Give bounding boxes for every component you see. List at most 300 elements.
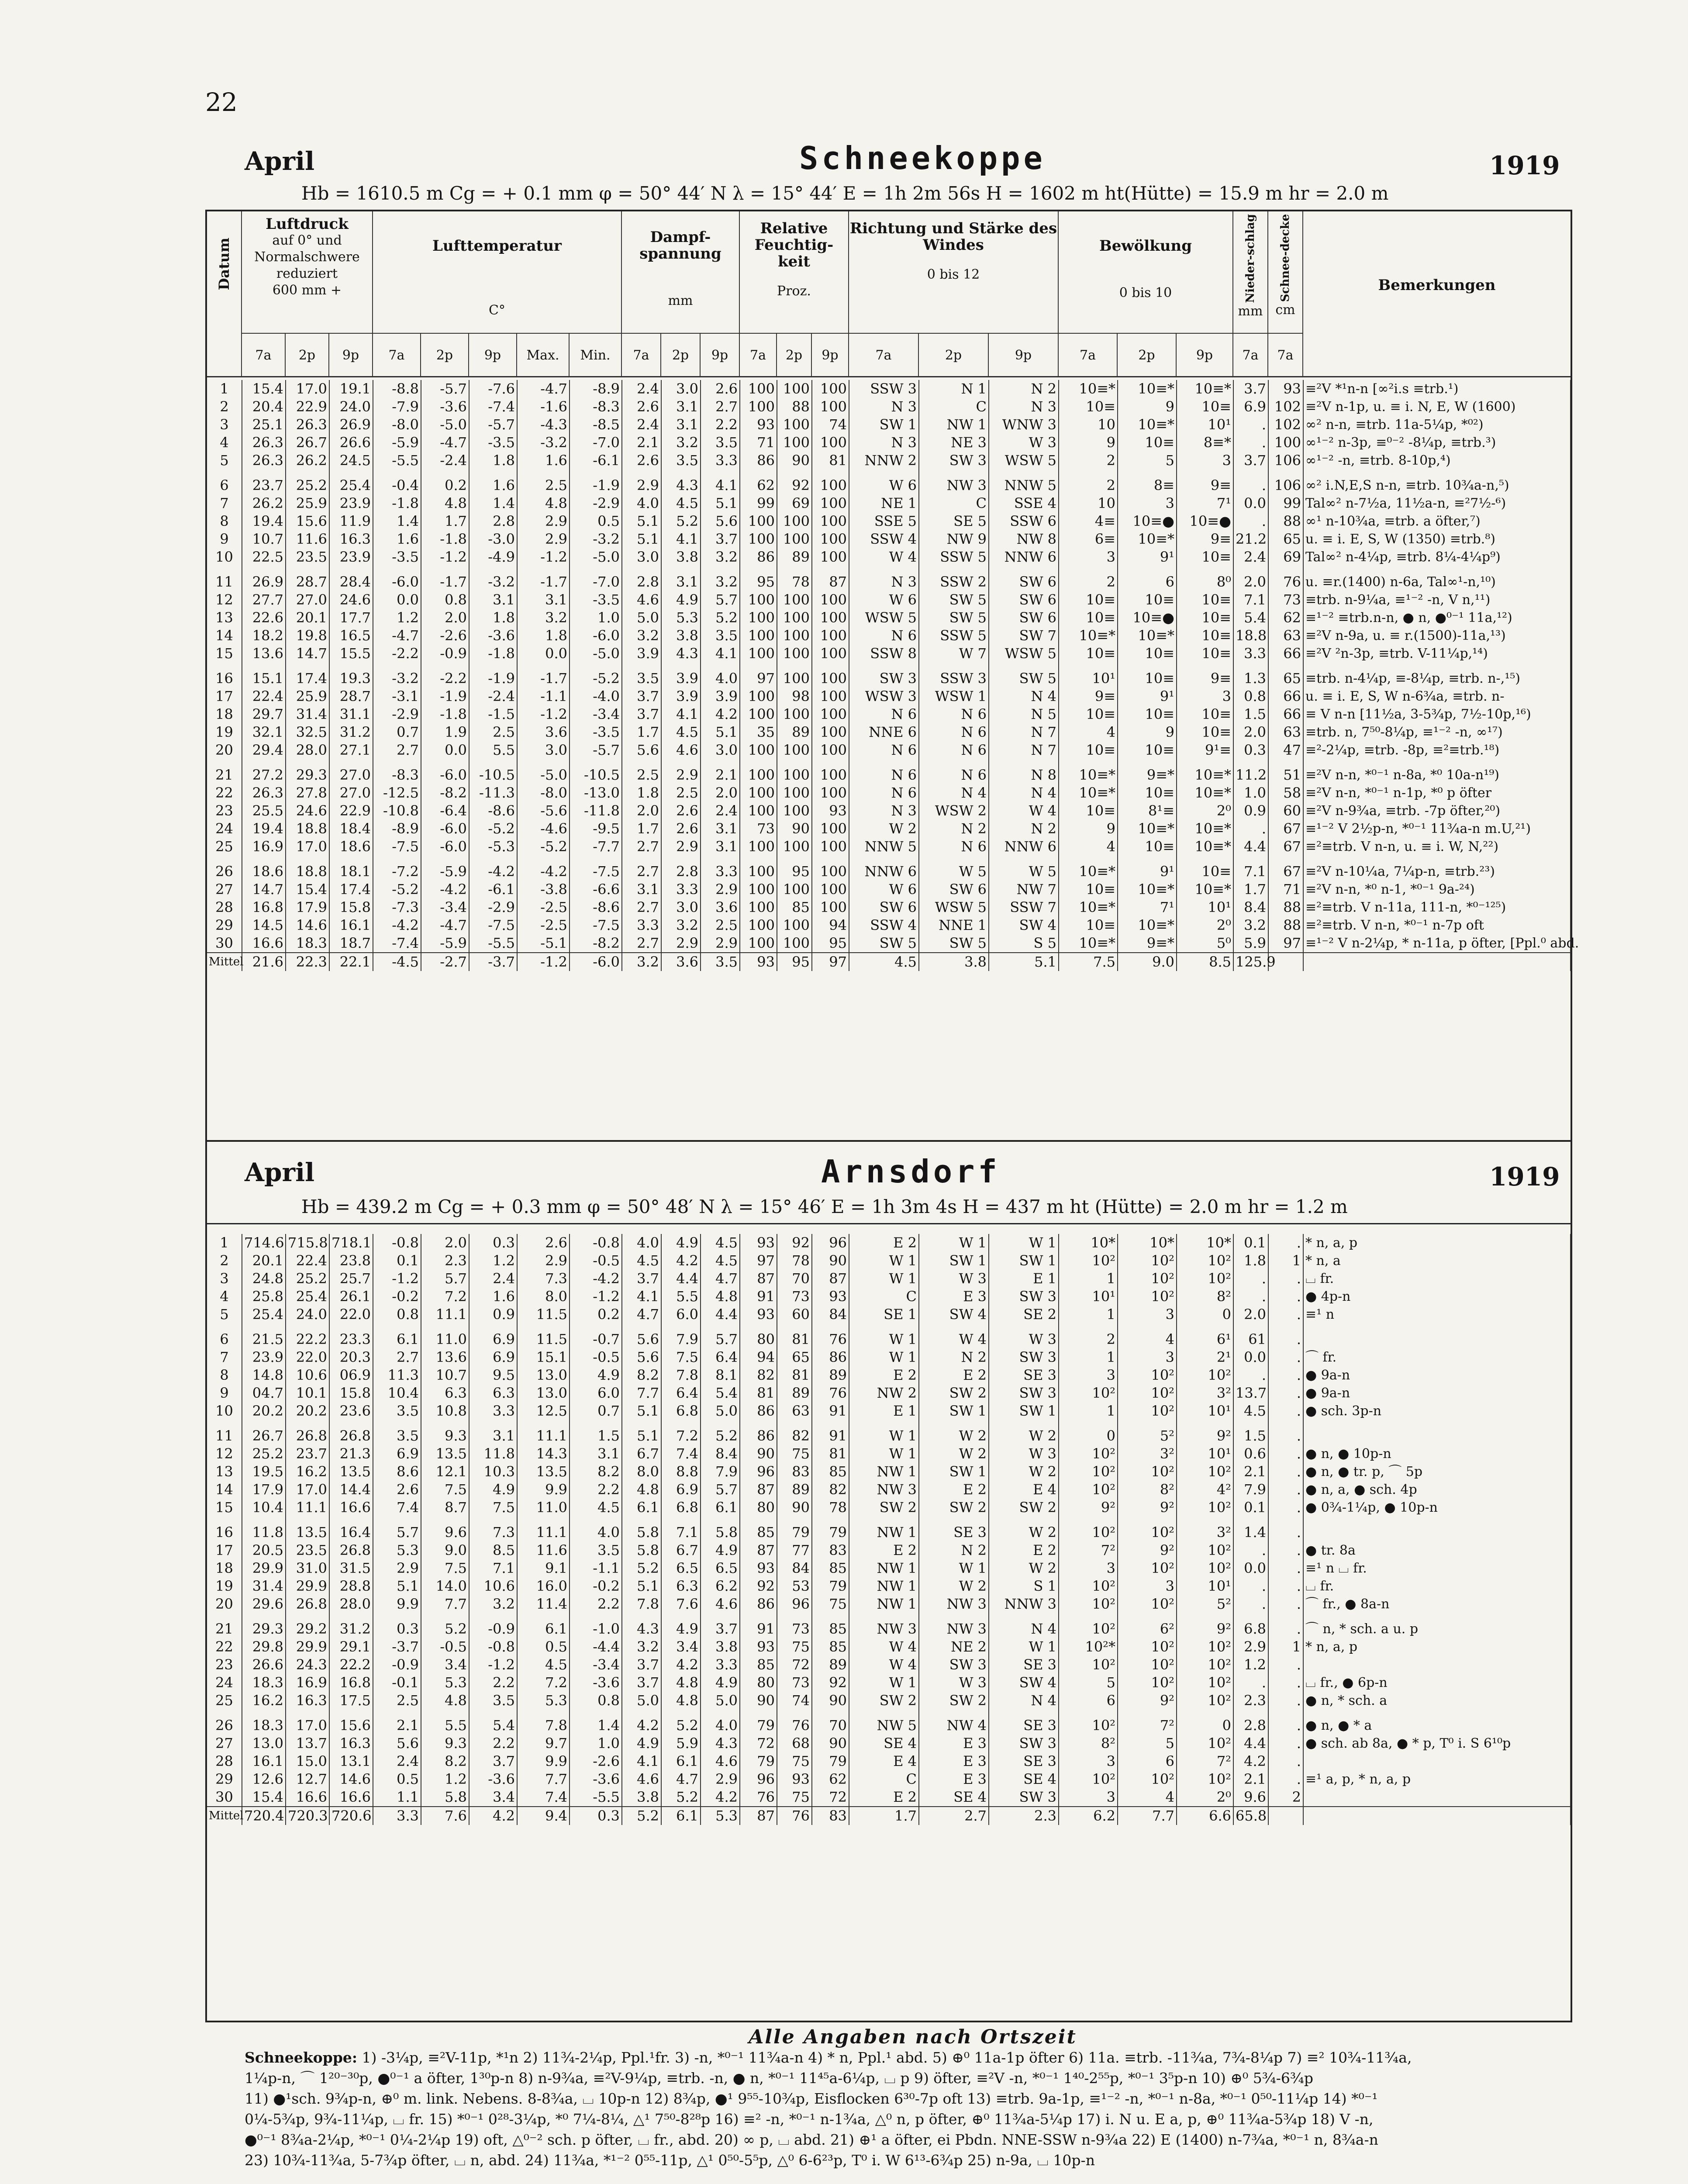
- data-cell: 1.2: [373, 609, 421, 627]
- data-cell: 100: [812, 670, 849, 688]
- header-n-7a: 7a: [1233, 334, 1268, 377]
- data-cell: 93: [740, 1638, 777, 1656]
- data-cell: N 8: [989, 766, 1059, 784]
- data-cell: 27.0: [329, 784, 373, 802]
- data-cell: 3: [1059, 1788, 1118, 1807]
- data-cell: -5.9: [373, 434, 421, 452]
- data-cell: 3.7: [622, 1656, 661, 1674]
- data-cell: 66: [1268, 705, 1303, 723]
- data-cell: 9¹: [1118, 688, 1177, 705]
- data-cell: 5.2: [661, 1717, 701, 1735]
- data-cell: 88: [1268, 512, 1303, 530]
- data-cell: SE 4: [849, 1735, 919, 1752]
- data-cell: 63: [777, 1402, 812, 1420]
- data-cell: .: [1233, 1366, 1268, 1384]
- data-cell: N 6: [919, 723, 989, 741]
- data-cell: -5.5: [373, 452, 421, 470]
- data-cell: W 5: [989, 863, 1059, 881]
- data-cell: 10≡*: [1059, 934, 1118, 953]
- data-cell: 1.4: [1233, 1524, 1268, 1541]
- data-cell: -3.5: [373, 548, 421, 566]
- data-cell: -4.7: [421, 434, 469, 452]
- data-cell: 3.3: [701, 863, 740, 881]
- data-cell: W 1: [849, 1270, 919, 1288]
- data-cell: C: [919, 494, 989, 512]
- data-cell: -1.9: [570, 477, 622, 494]
- data-cell: 9: [1118, 723, 1177, 741]
- table-row: [207, 1366, 1571, 1384]
- data-cell: 89: [777, 548, 812, 566]
- data-cell: 10¹: [1177, 416, 1233, 434]
- data-cell: 6.7: [622, 1445, 661, 1463]
- data-cell: 10≡: [1177, 863, 1233, 881]
- data-cell: 7.7: [622, 1384, 661, 1402]
- data-cell: 2.2: [469, 1735, 517, 1752]
- day-cell: 5: [207, 452, 242, 470]
- data-cell: 10²: [1177, 1541, 1233, 1559]
- data-cell: 4.8: [421, 494, 469, 512]
- data-cell: 10≡*: [1177, 784, 1233, 802]
- remarks-cell: * n, a, p: [1303, 1234, 1571, 1252]
- data-cell: 5.6: [701, 512, 740, 530]
- data-cell: 2.4: [622, 380, 661, 398]
- header-relative-feuchtigkeit: Relative Feuchtig-keit Proz.: [740, 211, 849, 334]
- data-cell: 3.2: [622, 1638, 661, 1656]
- data-cell: 0: [1177, 1306, 1233, 1324]
- data-cell: 4.3: [661, 477, 701, 494]
- data-cell: 29.9: [242, 1559, 286, 1577]
- data-cell: NW 3: [849, 1481, 919, 1499]
- data-cell: 100: [777, 530, 812, 548]
- data-cell: 31.5: [329, 1559, 373, 1577]
- data-cell: 28.0: [329, 1595, 373, 1613]
- data-cell: 3.5: [622, 670, 661, 688]
- data-cell: 10.1: [286, 1384, 329, 1402]
- data-cell: 4.2: [701, 1788, 740, 1807]
- data-cell: N 4: [989, 688, 1059, 705]
- remarks-cell: [1303, 1524, 1571, 1541]
- data-cell: 2.9: [661, 766, 701, 784]
- data-cell: 5.8: [622, 1524, 661, 1541]
- data-cell: 79: [812, 1577, 849, 1595]
- data-cell: W 5: [919, 863, 989, 881]
- mean-cell: 3.3: [373, 1807, 421, 1825]
- data-cell: 10²: [1059, 1524, 1118, 1541]
- data-cell: -8.3: [570, 398, 622, 416]
- data-cell: SSW 4: [849, 530, 919, 548]
- data-cell: 5.1: [373, 1577, 421, 1595]
- data-cell: 1.2: [469, 1252, 517, 1270]
- data-cell: 76: [812, 1330, 849, 1348]
- data-cell: 10≡: [1177, 723, 1233, 741]
- mean-cell: 6.2: [1059, 1807, 1118, 1825]
- data-cell: .: [1233, 820, 1268, 838]
- data-cell: 1.8: [469, 452, 517, 470]
- data-cell: NW 1: [849, 1559, 919, 1577]
- data-cell: .: [1233, 512, 1268, 530]
- data-cell: 10²: [1177, 1692, 1233, 1710]
- table-row: [207, 1234, 1571, 1252]
- data-cell: 2.7: [622, 898, 661, 916]
- data-cell: 75: [777, 1752, 812, 1770]
- data-cell: 82: [812, 1481, 849, 1499]
- data-cell: 10≡*: [1059, 898, 1118, 916]
- data-cell: -2.9: [570, 494, 622, 512]
- data-cell: 12.1: [421, 1463, 469, 1481]
- row-gap: [207, 1324, 1571, 1330]
- arnsdorf-month: April: [245, 1158, 315, 1187]
- data-cell: .: [1268, 1481, 1303, 1499]
- data-cell: 26.6: [329, 434, 373, 452]
- data-cell: .: [1233, 1674, 1268, 1692]
- table-row: [207, 548, 1571, 566]
- data-cell: -1.2: [373, 1270, 421, 1288]
- data-cell: SW 1: [919, 1402, 989, 1420]
- data-cell: -5.0: [421, 416, 469, 434]
- row-gap: [207, 1517, 1571, 1524]
- row-gap: [207, 759, 1571, 766]
- data-cell: 90: [740, 1692, 777, 1710]
- data-cell: 74: [812, 416, 849, 434]
- data-cell: 3.0: [661, 898, 701, 916]
- day-cell: 4: [207, 1288, 242, 1306]
- data-cell: 15.4: [242, 380, 286, 398]
- data-cell: W 4: [989, 802, 1059, 820]
- data-cell: 1.5: [1233, 705, 1268, 723]
- data-cell: 2⁰: [1177, 802, 1233, 820]
- mean-cell: 6.6: [1177, 1807, 1233, 1825]
- data-cell: 2.1: [701, 766, 740, 784]
- data-cell: 10≡: [1118, 591, 1177, 609]
- data-cell: WSW 5: [989, 645, 1059, 663]
- data-cell: 14.7: [286, 645, 329, 663]
- empty-cell: [1268, 1807, 1303, 1825]
- data-cell: -6.0: [421, 820, 469, 838]
- data-cell: 100: [740, 916, 777, 934]
- data-cell: 10≡*: [1059, 380, 1118, 398]
- data-cell: 92: [777, 477, 812, 494]
- data-cell: 4: [1118, 1788, 1177, 1807]
- data-cell: .: [1233, 477, 1268, 494]
- data-cell: 78: [812, 1499, 849, 1517]
- data-cell: 15.6: [329, 1717, 373, 1735]
- data-cell: 17.9: [286, 898, 329, 916]
- data-cell: 0.2: [570, 1306, 622, 1324]
- data-cell: W 1: [919, 1559, 989, 1577]
- data-cell: 13.7: [286, 1735, 329, 1752]
- data-cell: 7.7: [517, 1770, 570, 1788]
- data-cell: -2.4: [421, 452, 469, 470]
- day-cell: 30: [207, 1788, 242, 1807]
- data-cell: 10²: [1118, 1674, 1177, 1692]
- table-row: [207, 1270, 1571, 1288]
- table-row: [207, 934, 1571, 953]
- data-cell: 4.5: [701, 1234, 740, 1252]
- data-cell: .: [1268, 1499, 1303, 1517]
- header-t-min: Min.: [570, 334, 622, 377]
- table-row: [207, 1524, 1571, 1541]
- table-row: [207, 434, 1571, 452]
- data-cell: .: [1233, 1288, 1268, 1306]
- data-cell: 10≡: [1118, 434, 1177, 452]
- data-cell: W 4: [849, 1638, 919, 1656]
- data-cell: 31.2: [329, 1620, 373, 1638]
- data-cell: 14.6: [286, 916, 329, 934]
- data-cell: 5.2: [661, 512, 701, 530]
- day-cell: 24: [207, 1674, 242, 1692]
- data-cell: -0.8: [469, 1638, 517, 1656]
- data-cell: 10²: [1177, 1656, 1233, 1674]
- data-cell: 100: [777, 741, 812, 759]
- data-cell: 62: [812, 1770, 849, 1788]
- data-cell: W 1: [989, 1638, 1059, 1656]
- data-cell: 29.7: [242, 705, 286, 723]
- data-cell: 3: [1118, 1577, 1177, 1595]
- data-cell: 16.8: [242, 898, 286, 916]
- data-cell: 2.2: [701, 416, 740, 434]
- data-cell: 100: [812, 863, 849, 881]
- data-cell: 10≡*: [1059, 784, 1118, 802]
- data-cell: -3.2: [517, 434, 570, 452]
- data-cell: -0.5: [570, 1252, 622, 1270]
- data-cell: 22.5: [242, 548, 286, 566]
- data-cell: W 3: [919, 1270, 989, 1288]
- data-cell: NE 2: [919, 1638, 989, 1656]
- day-cell: 25: [207, 838, 242, 856]
- table-row: [207, 398, 1571, 416]
- data-cell: 65: [1268, 530, 1303, 548]
- data-cell: 10²*: [1059, 1638, 1118, 1656]
- data-cell: 85: [740, 1524, 777, 1541]
- remarks-cell: u. ≡r.(1400) n-6a, Tal∞¹-n,¹⁰): [1303, 573, 1571, 591]
- data-cell: 10*: [1177, 1234, 1233, 1252]
- data-cell: N 3: [849, 434, 919, 452]
- data-cell: 2.9: [1233, 1638, 1268, 1656]
- table-row: [207, 670, 1571, 688]
- data-cell: 9.6: [421, 1524, 469, 1541]
- data-cell: 3.1: [469, 1427, 517, 1445]
- data-cell: 25.1: [242, 416, 286, 434]
- data-cell: 100: [812, 477, 849, 494]
- schneekoppe-data-table: [207, 380, 1579, 971]
- data-cell: C: [849, 1770, 919, 1788]
- remarks-cell: ● n, ● tr. p, ⌒ 5p: [1303, 1463, 1571, 1481]
- data-cell: 10*: [1118, 1234, 1177, 1252]
- data-cell: 5.2: [701, 609, 740, 627]
- data-cell: SW 3: [989, 1384, 1059, 1402]
- data-cell: 9²: [1118, 1499, 1177, 1517]
- data-cell: 5.8: [701, 1524, 740, 1541]
- data-cell: -8.0: [373, 416, 421, 434]
- data-cell: -4.7: [517, 380, 570, 398]
- table-row: [207, 723, 1571, 741]
- data-cell: 11.8: [469, 1445, 517, 1463]
- day-cell: 27: [207, 1735, 242, 1752]
- data-cell: 7.1: [1233, 591, 1268, 609]
- table-row: [207, 820, 1571, 838]
- data-cell: SW 4: [919, 1306, 989, 1324]
- data-cell: .: [1233, 416, 1268, 434]
- table-row: [207, 1674, 1571, 1692]
- data-cell: 100: [740, 741, 777, 759]
- data-cell: -2.2: [421, 670, 469, 688]
- data-cell: 86: [740, 548, 777, 566]
- data-cell: 6: [1118, 1752, 1177, 1770]
- data-cell: 10.4: [242, 1499, 286, 1517]
- schneekoppe-station-title: Schneekoppe: [799, 140, 1046, 176]
- data-cell: W 4: [849, 548, 919, 566]
- data-cell: 4.2: [1233, 1752, 1268, 1770]
- remarks-cell: ∞² n-n, ≡trb. 11a-5¼p, *⁰²): [1303, 416, 1571, 434]
- table-row: [207, 645, 1571, 663]
- data-cell: -9.5: [570, 820, 622, 838]
- data-cell: 1.7: [622, 723, 661, 741]
- data-cell: -7.5: [469, 916, 517, 934]
- data-cell: 97: [1268, 934, 1303, 953]
- remarks-cell: ● n, a, ● sch. 4p: [1303, 1481, 1571, 1499]
- data-cell: 2.9: [701, 934, 740, 953]
- remarks-cell: ≡²V n-1p, u. ≡ i. N, E, W (1600): [1303, 398, 1571, 416]
- data-cell: 2.0: [701, 784, 740, 802]
- data-cell: -2.2: [373, 645, 421, 663]
- data-cell: 62: [1268, 609, 1303, 627]
- data-cell: 1.8: [622, 784, 661, 802]
- data-cell: 2.3: [1233, 1692, 1268, 1710]
- data-cell: 4.3: [701, 1735, 740, 1752]
- data-cell: 72: [740, 1735, 777, 1752]
- data-cell: 6.9: [469, 1348, 517, 1366]
- data-cell: 18.8: [286, 863, 329, 881]
- data-cell: 9.6: [1233, 1788, 1268, 1807]
- data-cell: 96: [740, 1463, 777, 1481]
- data-cell: 26.2: [286, 452, 329, 470]
- data-cell: 69: [1268, 548, 1303, 566]
- data-cell: 10≡: [1177, 627, 1233, 645]
- data-cell: 13.7: [1233, 1384, 1268, 1402]
- data-cell: 714.6: [242, 1234, 286, 1252]
- remarks-cell: ⌴ fr., ● 6p-n: [1303, 1674, 1571, 1692]
- data-cell: 23.9: [329, 548, 373, 566]
- table-row: [207, 881, 1571, 898]
- data-cell: W 7: [919, 645, 989, 663]
- data-cell: -7.5: [373, 838, 421, 856]
- data-cell: 16.6: [329, 1788, 373, 1807]
- day-cell: 28: [207, 1752, 242, 1770]
- mean-cell: 95: [777, 953, 812, 971]
- data-cell: 5.3: [661, 609, 701, 627]
- data-cell: 5.4: [469, 1717, 517, 1735]
- data-cell: W 2: [989, 1427, 1059, 1445]
- data-cell: 4.0: [701, 1717, 740, 1735]
- mean-cell: -6.0: [570, 953, 622, 971]
- day-cell: 20: [207, 741, 242, 759]
- data-cell: 10²: [1118, 1656, 1177, 1674]
- data-cell: 5.8: [622, 1541, 661, 1559]
- data-cell: 1.6: [373, 530, 421, 548]
- data-cell: NE 3: [919, 434, 989, 452]
- data-cell: -0.8: [373, 1234, 421, 1252]
- data-cell: .: [1268, 1620, 1303, 1638]
- table-row: [207, 705, 1571, 723]
- data-cell: 25.4: [286, 1288, 329, 1306]
- data-cell: 8.2: [570, 1463, 622, 1481]
- data-cell: .: [1268, 1770, 1303, 1788]
- remarks-cell: ≡¹ a, p, * n, a, p: [1303, 1770, 1571, 1788]
- data-cell: 1.7: [1233, 881, 1268, 898]
- data-cell: 25.9: [286, 688, 329, 705]
- day-cell: 30: [207, 934, 242, 953]
- data-cell: 3.1: [661, 398, 701, 416]
- data-cell: E 3: [919, 1288, 989, 1306]
- remarks-cell: ∞¹⁻² -n, ≡trb. 8-10p,⁴): [1303, 452, 1571, 470]
- data-cell: 2: [1059, 452, 1118, 470]
- remarks-cell: ≡²≡trb. V n-n, *⁰⁻¹ n-7p oft: [1303, 916, 1571, 934]
- data-cell: 5.3: [373, 1541, 421, 1559]
- data-cell: 1.5: [1233, 1427, 1268, 1445]
- data-cell: 100: [812, 881, 849, 898]
- data-cell: 66: [1268, 688, 1303, 705]
- data-cell: 3.1: [469, 591, 517, 609]
- data-cell: 5.1: [622, 1427, 661, 1445]
- table-row: [207, 1541, 1571, 1559]
- data-cell: 1.4: [570, 1717, 622, 1735]
- day-cell: 20: [207, 1595, 242, 1613]
- data-cell: 1.6: [517, 452, 570, 470]
- data-cell: 86: [740, 1427, 777, 1445]
- remarks-cell: ≡¹⁻² V 2½p-n, *⁰⁻¹ 11¾a-n m.U,²¹): [1303, 820, 1571, 838]
- mean-cell: 1.7: [849, 1807, 919, 1825]
- data-cell: 7²: [1177, 1752, 1233, 1770]
- data-cell: 2.0: [421, 1234, 469, 1252]
- data-cell: -5.0: [570, 645, 622, 663]
- data-cell: -8.2: [570, 934, 622, 953]
- data-cell: 10¹: [1177, 1577, 1233, 1595]
- data-cell: 4.5: [701, 1252, 740, 1270]
- data-cell: 9.0: [421, 1541, 469, 1559]
- data-cell: -4.2: [570, 1270, 622, 1288]
- data-cell: -1.2: [570, 1288, 622, 1306]
- data-cell: 0.8: [373, 1306, 421, 1324]
- data-cell: 6²: [1118, 1620, 1177, 1638]
- data-cell: 16.2: [242, 1692, 286, 1710]
- data-cell: NW 8: [989, 530, 1059, 548]
- day-cell: 2: [207, 1252, 242, 1270]
- remarks-cell: [1303, 1788, 1571, 1807]
- data-cell: -7.0: [570, 434, 622, 452]
- data-cell: 2.5: [469, 723, 517, 741]
- data-cell: -2.4: [469, 688, 517, 705]
- data-cell: 99: [1268, 494, 1303, 512]
- remarks-cell: ∞¹ n-10¾a, ≡trb. a öfter,⁷): [1303, 512, 1571, 530]
- data-cell: 3: [1177, 452, 1233, 470]
- data-cell: C: [849, 1288, 919, 1306]
- data-cell: 18.6: [329, 838, 373, 856]
- data-cell: 25.7: [329, 1270, 373, 1288]
- table-row: [207, 494, 1571, 512]
- data-cell: 7¹: [1177, 494, 1233, 512]
- data-cell: 2.2: [469, 1674, 517, 1692]
- data-cell: 10²: [1059, 1252, 1118, 1270]
- data-cell: 6.9: [661, 1481, 701, 1499]
- table-row: [207, 802, 1571, 820]
- table-row: [207, 416, 1571, 434]
- data-cell: 100: [740, 784, 777, 802]
- row-gap: [207, 1420, 1571, 1427]
- data-cell: -7.5: [570, 863, 622, 881]
- remarks-cell: ● 9a-n: [1303, 1384, 1571, 1402]
- header-p-2p: 2p: [286, 334, 329, 377]
- data-cell: 100: [812, 766, 849, 784]
